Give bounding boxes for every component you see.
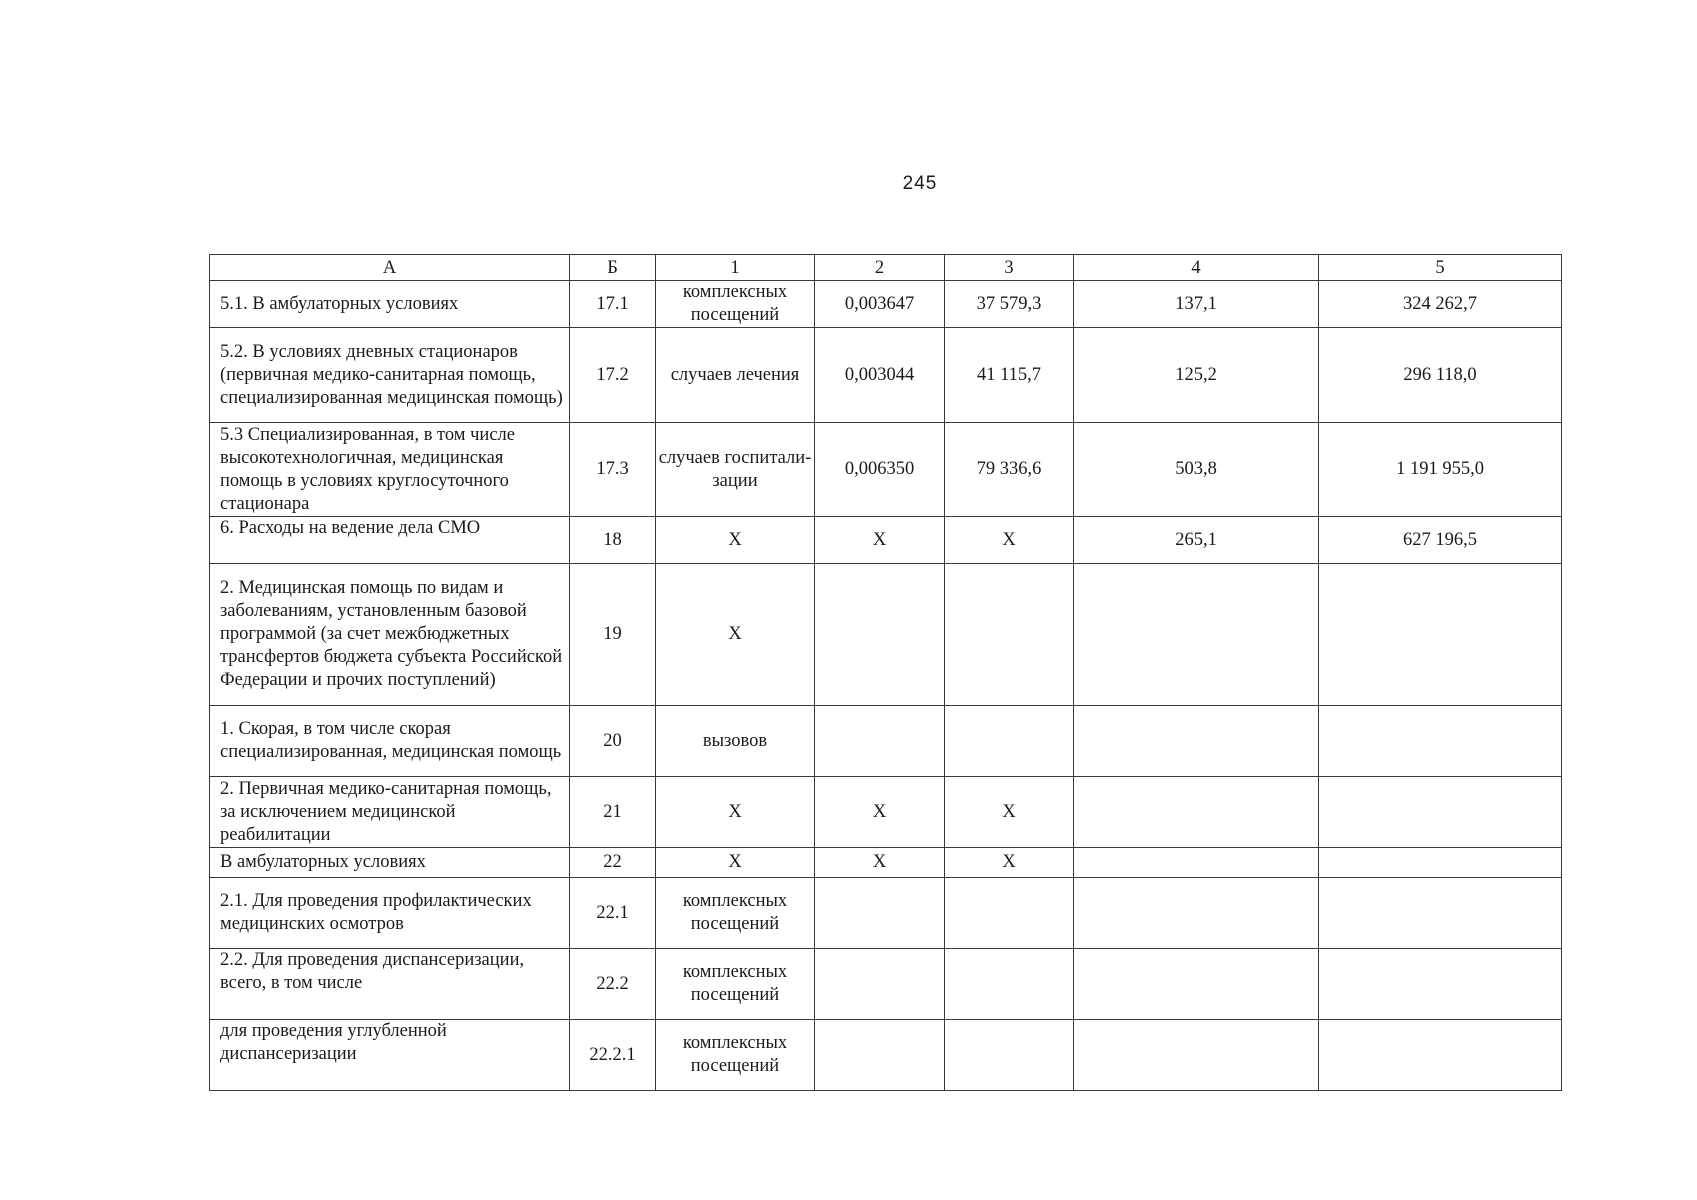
value-col-2 — [815, 706, 945, 777]
column-header: 1 — [656, 255, 815, 281]
value-col-4: 137,1 — [1074, 281, 1319, 328]
value-col-5 — [1319, 949, 1562, 1020]
row-label: для проведения углубленной диспансеризации — [210, 1020, 570, 1091]
value-col-3: Х — [945, 517, 1074, 564]
unit-cell: комплексных посещений — [656, 1020, 815, 1091]
table-row — [210, 423, 1562, 517]
column-header: А — [210, 255, 570, 281]
table-row — [210, 1020, 1562, 1091]
unit-cell: Х — [656, 848, 815, 878]
value-col-3: 79 336,6 — [945, 423, 1074, 517]
unit-cell: Х — [656, 777, 815, 848]
row-label: 6. Расходы на ведение дела СМО — [210, 517, 570, 564]
value-col-2: Х — [815, 517, 945, 564]
unit-cell: случаев лечения — [656, 328, 815, 423]
row-label: 1. Скорая, в том числе скорая специализированная, медицинская помощь — [210, 706, 570, 777]
value-col-3 — [945, 564, 1074, 706]
value-col-5: 627 196,5 — [1319, 517, 1562, 564]
value-col-2 — [815, 878, 945, 949]
value-col-4 — [1074, 706, 1319, 777]
unit-cell: Х — [656, 517, 815, 564]
row-code: 17.3 — [570, 423, 656, 517]
column-header: Б — [570, 255, 656, 281]
value-col-5: 296 118,0 — [1319, 328, 1562, 423]
value-col-3 — [945, 1020, 1074, 1091]
value-col-2: Х — [815, 848, 945, 878]
row-label: 2. Медицинская помощь по видам и заболеваниям, установленным базовой программой (за счет межбюджетных трансфертов бюджета субъекта Российской Федерации и прочих поступлений) — [210, 564, 570, 706]
value-col-3 — [945, 706, 1074, 777]
table-row — [210, 848, 1562, 878]
row-code: 22.2.1 — [570, 1020, 656, 1091]
value-col-2: Х — [815, 777, 945, 848]
table-row — [210, 564, 1562, 706]
value-col-4: 125,2 — [1074, 328, 1319, 423]
row-label: 2. Первичная медико-санитарная помощь, за исключением медицинской реабилитации — [210, 777, 570, 848]
value-col-2: 0,003647 — [815, 281, 945, 328]
value-col-4 — [1074, 1020, 1319, 1091]
unit-cell: вызовов — [656, 706, 815, 777]
row-label: 5.3 Специализированная, в том числе высокотехнологичная, медицинская помощь в условиях круглосуточного стационара — [210, 423, 570, 517]
value-col-3: Х — [945, 777, 1074, 848]
value-col-5 — [1319, 878, 1562, 949]
value-col-5 — [1319, 706, 1562, 777]
unit-cell: случаев госпитали-зации — [656, 423, 815, 517]
value-col-4: 503,8 — [1074, 423, 1319, 517]
column-header: 3 — [945, 255, 1074, 281]
value-col-3 — [945, 949, 1074, 1020]
column-header: 2 — [815, 255, 945, 281]
value-col-3 — [945, 878, 1074, 949]
value-col-5 — [1319, 777, 1562, 848]
table-row — [210, 949, 1562, 1020]
table-row — [210, 517, 1562, 564]
row-label: 2.2. Для проведения диспансеризации, всего, в том числе — [210, 949, 570, 1020]
value-col-5 — [1319, 1020, 1562, 1091]
data-table — [209, 254, 1562, 1091]
row-code: 17.2 — [570, 328, 656, 423]
value-col-2: 0,006350 — [815, 423, 945, 517]
value-col-4 — [1074, 949, 1319, 1020]
row-label: 2.1. Для проведения профилактических медицинских осмотров — [210, 878, 570, 949]
row-code: 17.1 — [570, 281, 656, 328]
row-code: 19 — [570, 564, 656, 706]
row-code: 18 — [570, 517, 656, 564]
row-code: 20 — [570, 706, 656, 777]
row-code: 22.1 — [570, 878, 656, 949]
value-col-2: 0,003044 — [815, 328, 945, 423]
value-col-2 — [815, 564, 945, 706]
value-col-3: 41 115,7 — [945, 328, 1074, 423]
value-col-2 — [815, 1020, 945, 1091]
value-col-5 — [1319, 564, 1562, 706]
value-col-4 — [1074, 777, 1319, 848]
table-row — [210, 878, 1562, 949]
table-row — [210, 328, 1562, 423]
unit-cell: Х — [656, 564, 815, 706]
page-number: 245 — [902, 173, 938, 194]
value-col-4: 265,1 — [1074, 517, 1319, 564]
row-label: 5.1. В амбулаторных условиях — [210, 281, 570, 328]
unit-cell: комплексных посещений — [656, 281, 815, 328]
column-header: 5 — [1319, 255, 1562, 281]
header-row — [210, 255, 1562, 281]
value-col-5 — [1319, 848, 1562, 878]
row-label: 5.2. В условиях дневных стационаров (первичная медико-санитарная помощь, специализированная медицинская помощь) — [210, 328, 570, 423]
table-row — [210, 777, 1562, 848]
value-col-3: 37 579,3 — [945, 281, 1074, 328]
column-header: 4 — [1074, 255, 1319, 281]
value-col-4 — [1074, 878, 1319, 949]
table-row — [210, 281, 1562, 328]
value-col-5: 324 262,7 — [1319, 281, 1562, 328]
value-col-3: Х — [945, 848, 1074, 878]
row-code: 21 — [570, 777, 656, 848]
row-code: 22 — [570, 848, 656, 878]
row-label: В амбулаторных условиях — [210, 848, 570, 878]
unit-cell: комплексных посещений — [656, 949, 815, 1020]
value-col-4 — [1074, 564, 1319, 706]
table-row — [210, 706, 1562, 777]
value-col-5: 1 191 955,0 — [1319, 423, 1562, 517]
value-col-4 — [1074, 848, 1319, 878]
unit-cell: комплексных посещений — [656, 878, 815, 949]
value-col-2 — [815, 949, 945, 1020]
row-code: 22.2 — [570, 949, 656, 1020]
